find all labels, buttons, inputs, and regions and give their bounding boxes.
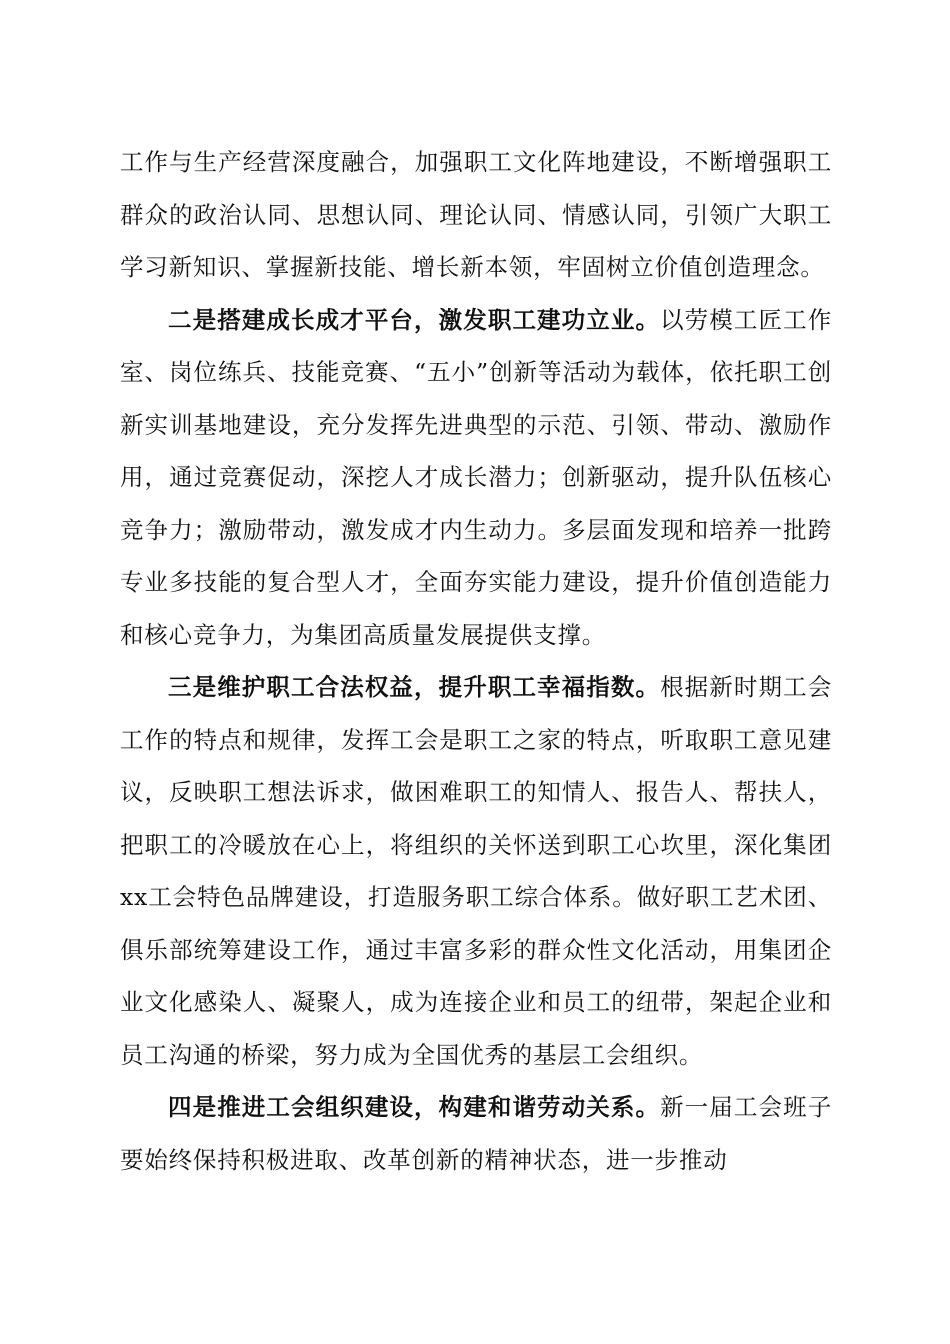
paragraph-text: 新一届工会班子要始终保持积极进取、改革创新的精神状态，进一步推动 [120, 1093, 832, 1174]
paragraph-text: 工作与生产经营深度融合，加强职工文化阵地建设，不断增强职工群众的政治认同、思想认同、理论认同、情感认同，引领广大职工学习新知识、掌握新技能、增长新本领，牢固树立价值创造理念。 [120, 148, 832, 281]
paragraph-heading: 四是推进工会组织建设，构建和谐劳动关系。 [168, 1093, 661, 1121]
paragraph-text: 根据新时期工会工作的特点和规律，发挥工会是职工之家的特点，听取职工意见建议，反映职工想法诉求，做困难职工的知情人、报告人、帮扶人，把职工的冷暖放在心上，将组织的关怀送到职工心坎里，深化集团xx工会特色品牌建设，打造服务职工综合体系。做好职工艺术团、俱乐部统筹建设工作，通过丰富多彩的群众性文化活动，用集团企业文化感染人、凝聚人，成为连接企业和员工的纽带，架起企业和员工沟通的桥梁，努力成为全国优秀的基层工会组织。 [120, 673, 832, 1069]
paragraph-section-three [120, 661, 832, 1081]
paragraph-text: 以劳模工匠工作室、岗位练兵、技能竞赛、“五小”创新等活动为载体，依托职工创新实训基地建设，充分发挥先进典型的示范、引领、带动、激励作用，通过竞赛促动，深挖人才成长潜力；创新驱动，提升队伍核心竞争力；激励带动，激发成才内生动力。多层面发现和培养一批跨专业多技能的复合型人才，全面夯实能力建设，提升价值创造能力和核心竞争力，为集团高质量发展提供支撑。 [120, 305, 832, 649]
paragraph-heading: 三是维护职工合法权益，提升职工幸福指数。 [168, 673, 661, 701]
paragraph-section-two [120, 294, 832, 662]
paragraph-section-four [120, 1081, 832, 1186]
paragraph-continuation [120, 136, 832, 294]
paragraph-heading: 二是搭建成长成才平台，激发职工建功立业。 [168, 305, 661, 334]
document-body [120, 136, 832, 1186]
